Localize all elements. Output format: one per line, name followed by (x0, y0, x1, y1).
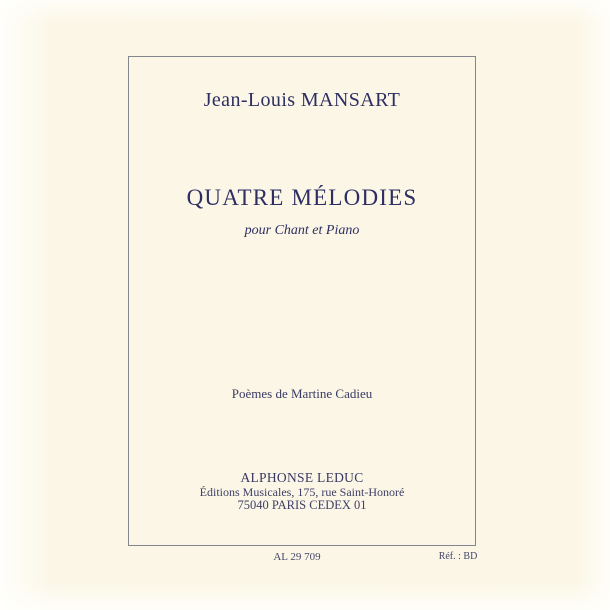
work-subtitle: pour Chant et Piano (244, 223, 360, 238)
work-title: QUATRE MÉLODIES (186, 185, 418, 210)
composer-name: Jean-Louis MANSART (203, 89, 401, 111)
poet-credit: Poèmes de Martine Cadieu (231, 386, 373, 401)
reference-code: Réf. : BD (438, 551, 478, 562)
cover-frame (128, 56, 476, 546)
publisher-city: 75040 PARIS CEDEX 01 (237, 498, 367, 512)
publisher-name: ALPHONSE LEDUC (240, 470, 364, 485)
plate-number: AL 29 709 (273, 551, 321, 563)
publisher-address: Éditions Musicales, 175, rue Saint-Honoré (199, 485, 405, 499)
